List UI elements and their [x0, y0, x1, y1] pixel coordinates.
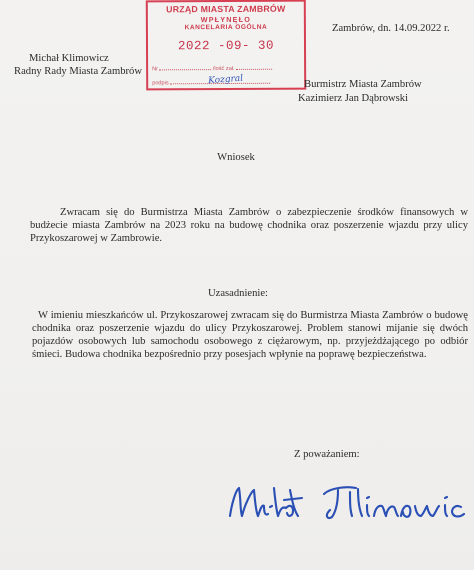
justification-heading: Uzasadnienie: [207, 288, 268, 299]
handwritten-signature [226, 476, 471, 538]
recipient-title: Burmistrz Miasta Zambrów [304, 79, 422, 90]
registration-stamp [146, 0, 306, 90]
sender-name: Michał Klimowicz [29, 53, 109, 64]
stamp-number-row [152, 66, 272, 73]
stamp-date: 2022 -09- 30 [177, 38, 275, 54]
place-date: Zambrów, dn. 14.09.2022 r. [332, 23, 450, 34]
sender-title: Radny Rady Miasta Zambrów [14, 66, 142, 77]
document-title: Wniosek [217, 152, 255, 163]
stamp-attachments-label: ilość zał. [213, 65, 235, 73]
stamp-received-label: WPŁYNĘŁO [200, 14, 252, 25]
stamp-handwritten-signature: Kozgral [207, 73, 244, 87]
stamp-department: KANCELARIA OGÓLNA [184, 23, 268, 32]
recipient-name: Kazimierz Jan Dąbrowski [298, 93, 409, 104]
closing-phrase: Z poważaniem: [294, 449, 360, 460]
justification-paragraph: W imieniu mieszkańców ul. Przykoszarowej zwracam się do Burmistrza Miasta Zambrów o budowę chodnika oraz poszerzenie wjazdu do ulicy Przykoszarowej. Problem stanowi mijanie się dwóch pojazdów osobowych lub samochodu osobowego z ciężarowym, np. przyjeżdżającego po odbiór śmieci. Budowa chodnika bezpośrednio przy posesjach wpłynie na poprawę bezpieczeństwa. [32, 310, 468, 360]
request-paragraph: Zwracam się do Burmistrza Miasta Zambrów o zabezpieczenie środków finansowych w budżecie miasta Zambrów na 2023 roku na budowę chodnika oraz poszerzenie wjazdu przy ulicy Przykoszarowej w Zambrowie. [30, 207, 468, 244]
stamp-office-name: URZĄD MIASTA ZAMBRÓW [166, 3, 286, 15]
stamp-number-label: Nr [152, 66, 159, 73]
stamp-signature-label: podpis [152, 80, 169, 87]
